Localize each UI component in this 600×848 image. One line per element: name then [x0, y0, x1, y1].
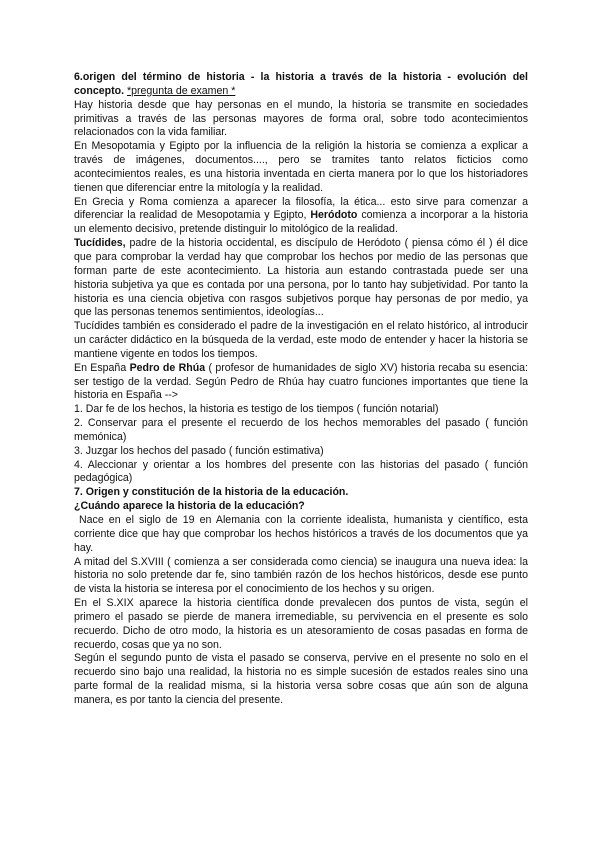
paragraph: En el S.XIX aparece la historia científica donde prevalecen dos puntos de vista, según el primero el pasado se pierde de manera irremediable, su pervivencia en el presente es solo recuerdo. Dicho de otro modo, la historia es un atesoramiento de cosas pasadas en forma de recuerdo, cosas que ya no son.: [74, 597, 528, 651]
paragraph: [74, 362, 528, 404]
paragraph: Tucídides también es considerado el padre de la investigación en el relato histórico, al introducir un carácter didáctico en la búsqueda de la verdad, este modo de entender y hacer la historia se mantiene vigente en todos los tiempos.: [74, 320, 528, 360]
list-item: 4. Aleccionar y orientar a los hombres del presente con las historias del pasado ( función pedagógica): [74, 458, 528, 485]
section-6-title: 6.origen del término de historia - la historia a través de la historia - evolución del concepto.: [74, 71, 528, 97]
paragraph-text: padre de la historia occidental, es discípulo de Heródoto ( piensa cómo él ) él dice que para comprobar la verdad hay que comprobar los hechos por medio de las personas que forman parte de este acontecimiento. La historia aun estando contrastada puede ser una historia subjetiva ya que es contada por una persona, por lo tanto hay subjetividad. Por tanto la historia es una ciencia objetiva con rasgos subjetivos porque hay personas de por medio, ya que las personas tenemos sentimientos, ideologías...: [74, 237, 528, 319]
paragraph: Hay historia desde que hay personas en el mundo, la historia se transmite en sociedades primitivas a través de las personas mayores de forma oral, sobre todo acontecimientos relacionados con la vida familiar.: [74, 98, 528, 139]
exam-note: *pregunta de examen *: [126, 84, 236, 97]
list-item: 3. Juzgar los hechos del pasado ( función estimativa): [74, 444, 324, 457]
section-7-heading: 7. Origen y constitución de la historia de la educación.: [74, 486, 349, 499]
list-item: 1. Dar fe de los hechos, la historia es testigo de los tiempos ( función notarial): [74, 403, 439, 416]
paragraph: [74, 196, 528, 238]
paragraph-text: comienza a incorporar a la historia un elemento decisivo, pretende distinguir lo mitológico de la realidad.: [74, 209, 528, 236]
tucidides-name: Tucídides,: [74, 237, 126, 250]
paragraph: [74, 237, 528, 320]
list-item: 2. Conservar para el presente el recuerdo de los hechos memorables del pasado ( función memónica): [74, 417, 528, 443]
paragraph-text: En Grecia y Roma comienza a aparecer la filosofía, la ética... esto sirve para comenzar a diferenciar la realidad de Mesopotamia y Egipto,: [74, 195, 528, 222]
paragraph: Según el segundo punto de vista el pasado se conserva, pervive en el presente no solo en el recuerdo sino bajo una realidad, la historia no es simple sucesión de estados reales sino una parte formal de la realidad misma, si la historia versa sobre cosas que aún son de alguna manera, es por tanto la ciencia del presente.: [74, 652, 528, 706]
section-7-subheading: ¿Cuándo aparece la historia de la educación?: [74, 500, 305, 513]
herodoto-name: Heródoto: [310, 209, 358, 222]
section-6-heading: [74, 71, 528, 99]
paragraph-text: ( profesor de humanidades de siglo XV) historia recaba su esencia: ser testigo de la verdad. Según Pedro de Rhúa hay cuatro funciones importantes que tiene la historia en España -->: [74, 361, 528, 402]
pedro-de-rhua-name: Pedro de Rhúa: [129, 361, 206, 374]
paragraph: En Mesopotamia y Egipto por la influencia de la religión la historia se comienza a explicar a través de imágenes, documentos...., pero se tramites tanto relatos ficticios como acontecimientos reales, es una historia inventada en cierta manera por lo que los historiadores tienen que diferenciar entre la mitología y la realidad.: [74, 140, 528, 194]
paragraph: Nace en el siglo de 19 en Alemania con la corriente idealista, humanista y científico, esta corriente dice que hay que comprobar los hechos históricos a través de los documentos que ya hay.: [74, 514, 528, 554]
paragraph: A mitad del S.XVIII ( comienza a ser considerada como ciencia) se inaugura una nueva idea: la historia no solo pretende dar fe, sino también razón de los hechos históricos, desde ese punto de vista la historia se interesa por el conocimiento de los hechos y su origen.: [74, 555, 528, 596]
paragraph-text: En España: [74, 361, 127, 374]
document-page: [74, 71, 528, 708]
